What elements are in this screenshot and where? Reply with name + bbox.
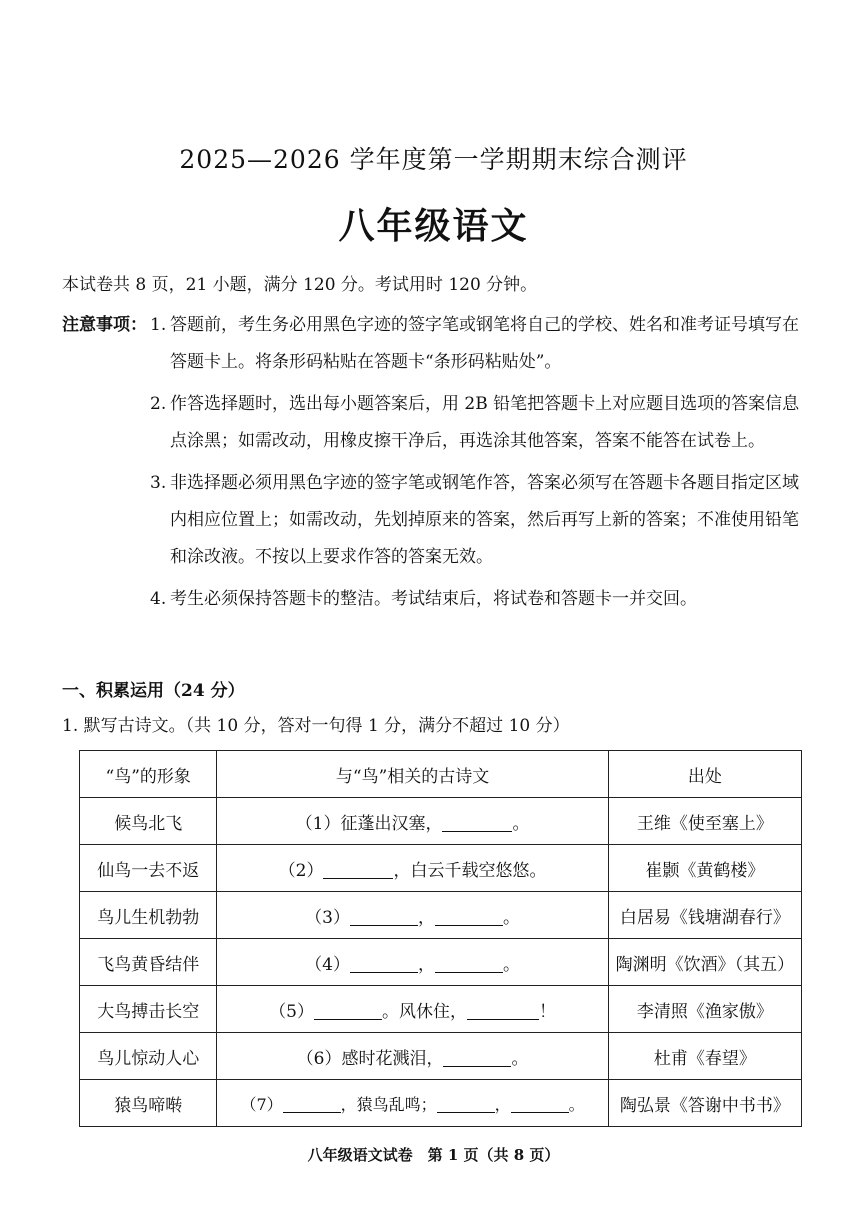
poem-table	[79, 750, 802, 1127]
poem-cell	[217, 1033, 608, 1080]
notice-item-text: 作答选择题时，选出每小题答案后，用 2B 铅笔把答题卡上对应题目选项的答案信息点涂黑；如需改动，用橡皮擦干净后，再选涂其他答案，答案不能答在试卷上。	[170, 394, 800, 451]
poem-text: ，	[417, 954, 435, 975]
source-cell: 杜甫《春望》	[608, 1033, 801, 1080]
table-row	[80, 939, 802, 986]
exam-title: 2025—2026 学年度第一学期期末综合测评	[179, 145, 688, 174]
notice-item-number: 2.	[150, 394, 167, 414]
bird-image-cell: 候鸟北飞	[80, 798, 217, 845]
poem-cell	[217, 892, 608, 939]
bird-image-cell: 猿鸟啼啭	[80, 1080, 217, 1127]
poem-cell	[217, 939, 608, 986]
poem-cell	[217, 986, 608, 1033]
poem-text: （2）	[278, 860, 324, 881]
notice-item-text: 考生必须保持答题卡的整洁。考试结束后，将试卷和答题卡一并交回。	[170, 589, 697, 609]
poem-text: （3）	[305, 907, 350, 928]
answer-blank	[443, 1050, 511, 1067]
source-cell: 李清照《渔家傲》	[608, 986, 801, 1033]
source-cell: 白居易《钱塘湖春行》	[608, 892, 801, 939]
notice-item-number: 3.	[150, 473, 167, 493]
table-row	[80, 892, 802, 939]
bird-image-cell: 鸟儿惊动人心	[80, 1033, 217, 1080]
poem-text: （1）征蓬出汉塞，	[295, 813, 443, 834]
poem-text: 。	[512, 813, 530, 834]
poem-text: ，白云千载空悠悠。	[393, 860, 547, 881]
poem-cell	[217, 798, 608, 845]
poem-cell	[217, 1080, 608, 1127]
table-row	[80, 845, 802, 892]
notice-item-1	[62, 307, 808, 381]
notice-block	[62, 307, 808, 623]
answer-blank	[435, 956, 503, 973]
table-row	[80, 986, 802, 1033]
poem-text: ，	[417, 907, 435, 928]
table-row	[80, 1033, 802, 1080]
poem-text: 。	[502, 907, 520, 928]
poem-text: 。	[511, 1048, 529, 1069]
answer-blank	[511, 1096, 569, 1113]
source-cell: 陶弘景《答谢中书书》	[608, 1080, 801, 1127]
answer-blank	[435, 909, 503, 926]
poem-text: ，猿鸟乱鸣；	[340, 1094, 437, 1114]
source-cell: 陶渊明《饮酒》（其五）	[608, 939, 801, 986]
table-row	[80, 798, 802, 845]
poem-text: （7）	[240, 1094, 283, 1114]
poem-text: （5）	[269, 1001, 314, 1022]
table-header-row	[80, 751, 802, 798]
answer-blank	[283, 1096, 341, 1113]
bird-image-cell: 鸟儿生机勃勃	[80, 892, 217, 939]
notice-item-number: 4.	[150, 589, 167, 609]
source-cell: 崔颢《黄鹤楼》	[608, 845, 801, 892]
page-footer: 八年级语文试卷 第 1 页（共 8 页）	[307, 1146, 560, 1164]
poem-text: 。风休住，	[381, 1001, 467, 1022]
column-header-source: 出处	[608, 751, 801, 798]
answer-blank	[442, 815, 512, 832]
column-header-image: “鸟”的形象	[80, 751, 217, 798]
notice-label: 注意事项：	[62, 315, 147, 335]
answer-blank	[350, 956, 418, 973]
source-cell: 王维《使至塞上》	[608, 798, 801, 845]
notice-item-text: 答题前，考生务必用黑色字迹的签字笔或钢笔将自己的学校、姓名和准考证号填写在答题卡上。将条形码粘贴在答题卡“条形码粘贴处”。	[170, 315, 799, 372]
column-header-poem: 与“鸟”相关的古诗文	[217, 751, 608, 798]
poem-text: 。	[568, 1094, 585, 1114]
section-heading: 一、积累运用（24 分）	[62, 681, 245, 701]
poem-text: （4）	[305, 954, 350, 975]
notice-item-3	[62, 465, 808, 576]
exam-intro: 本试卷共 8 页，21 小题，满分 120 分。考试用时 120 分钟。	[62, 275, 538, 295]
table-row	[80, 1080, 802, 1127]
answer-blank	[467, 1003, 539, 1020]
bird-image-cell: 仙鸟一去不返	[80, 845, 217, 892]
answer-blank	[437, 1096, 495, 1113]
bird-image-cell: 飞鸟黄昏结伴	[80, 939, 217, 986]
poem-text: ！	[538, 1001, 556, 1022]
notice-item-number: 1.	[150, 315, 167, 335]
poem-text: 。	[502, 954, 520, 975]
answer-blank	[314, 1003, 382, 1020]
answer-blank	[350, 909, 418, 926]
subject-title: 八年级语文	[338, 205, 529, 247]
poem-text: （6）感时花溅泪，	[296, 1048, 444, 1069]
poem-text: ，	[494, 1094, 511, 1114]
notice-item-4	[62, 581, 808, 618]
notice-item-text: 非选择题必须用黑色字迹的签字笔或钢笔作答，答案必须写在答题卡各题目指定区域内相应位置上；如需改动，先划掉原来的答案，然后再写上新的答案；不准使用铅笔和涂改液。不按以上要求作答的答案无效。	[170, 473, 799, 567]
notice-item-2	[62, 386, 808, 460]
bird-image-cell: 大鸟搏击长空	[80, 986, 217, 1033]
question-prompt: 1. 默写古诗文。（共 10 分，答对一句得 1 分，满分不超过 10 分）	[62, 716, 570, 736]
answer-blank	[323, 862, 393, 879]
poem-cell	[217, 845, 608, 892]
